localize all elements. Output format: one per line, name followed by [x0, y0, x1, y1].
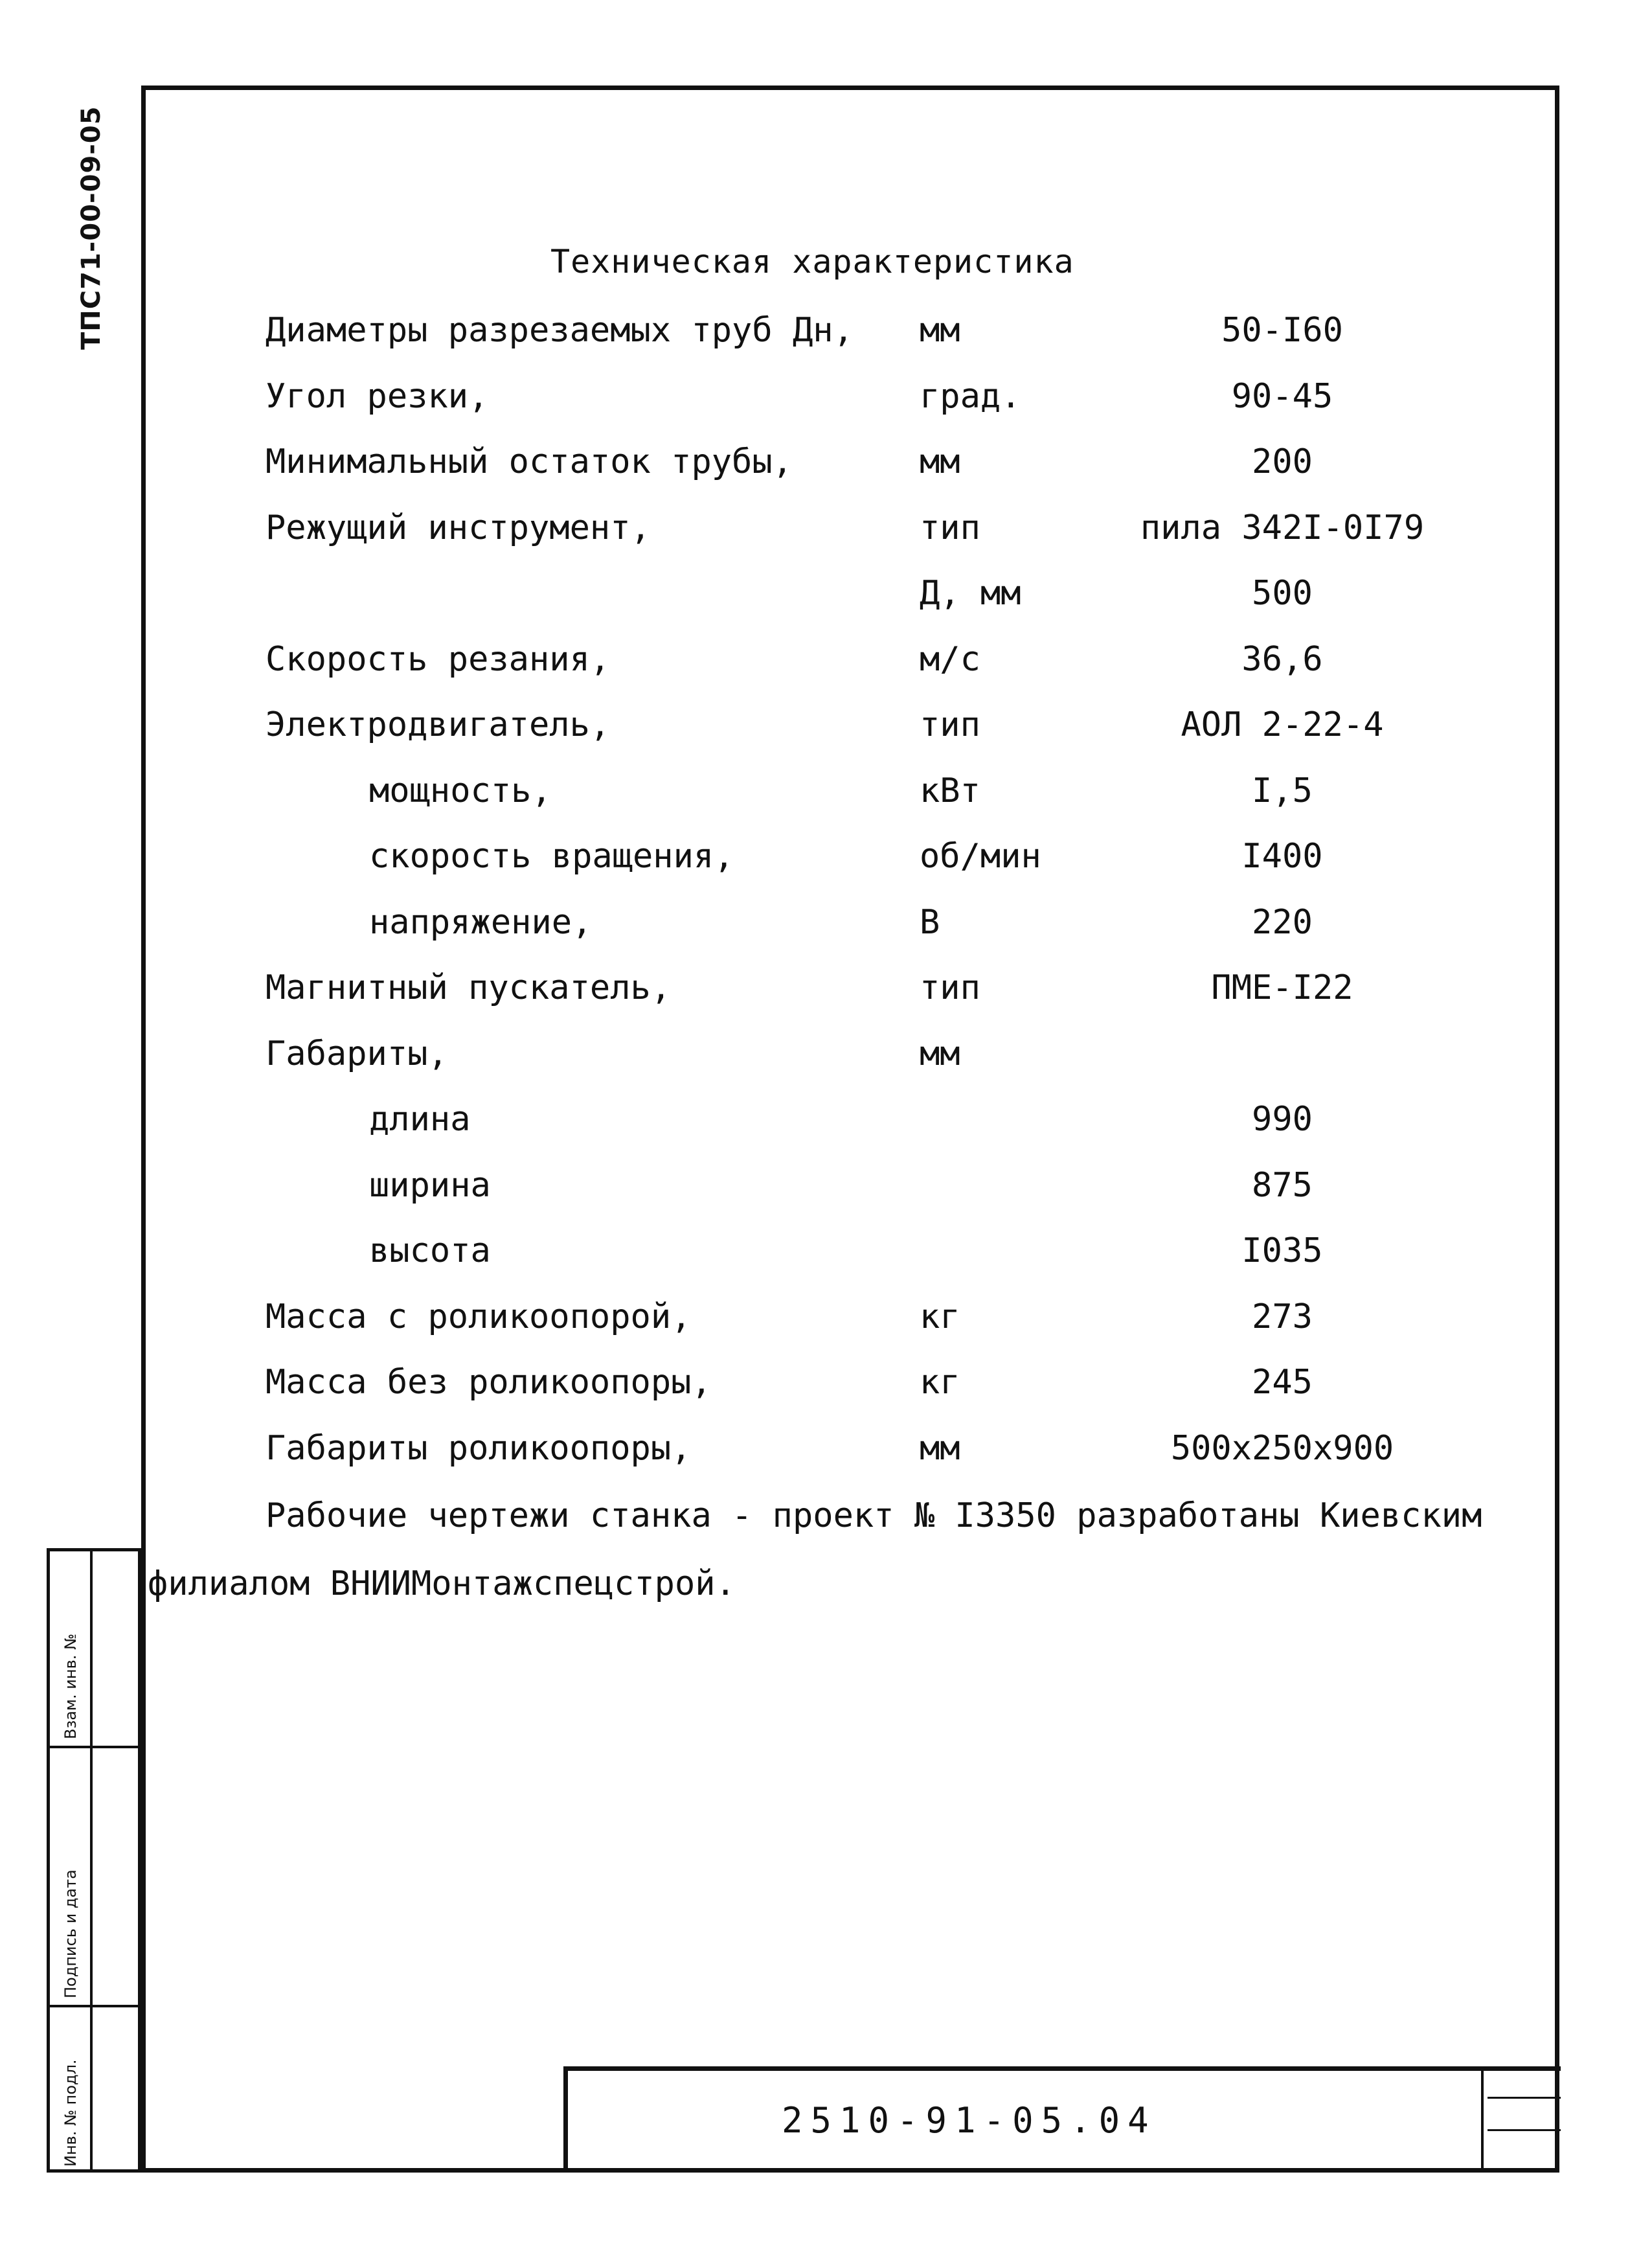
stamp-column-divider	[90, 1551, 93, 2169]
spec-unit: мм	[920, 1429, 960, 1468]
spec-name: Диаметры разрезаемых труб Дн,	[266, 311, 854, 350]
spec-row	[0, 377, 1652, 429]
spec-value: 273	[1252, 1297, 1313, 1336]
spec-row	[0, 574, 1652, 626]
spec-value: I400	[1241, 837, 1323, 876]
spec-row	[0, 508, 1652, 560]
note-line-2: филиалом ВНИИМонтажспецстрой.	[148, 1564, 736, 1603]
spec-row	[0, 837, 1652, 889]
spec-value: 500	[1252, 574, 1313, 613]
spec-value: 500x250x900	[1170, 1429, 1394, 1468]
spec-name: мощность,	[369, 771, 552, 810]
spec-value: 245	[1252, 1363, 1313, 1402]
title-block-line	[1488, 2097, 1561, 2099]
spec-name: ширина	[369, 1166, 491, 1205]
spec-value: 200	[1252, 442, 1313, 481]
note-line-1: Рабочие чертежи станка - проект № I3350 разработаны Киевским	[266, 1496, 1482, 1535]
spec-unit: В	[920, 903, 940, 942]
stamp-divider	[50, 2005, 138, 2007]
spec-value: 36,6	[1241, 640, 1323, 679]
spec-name: Скорость резания,	[266, 640, 611, 679]
spec-value: I,5	[1252, 771, 1313, 810]
title-block-code: 2510-91-05.04	[782, 2100, 1157, 2141]
spec-value: I035	[1241, 1231, 1323, 1270]
spec-name: Электродвигатель,	[266, 705, 611, 744]
spec-value: АОЛ 2-22-4	[1181, 705, 1384, 744]
spec-value: ПМЕ-I22	[1211, 968, 1353, 1007]
spec-unit: мм	[920, 311, 960, 350]
spec-name: Масса без роликоопоры,	[266, 1363, 712, 1402]
spec-row	[0, 1100, 1652, 1152]
spec-value: 220	[1252, 903, 1313, 942]
spec-value: 90-45	[1231, 377, 1333, 416]
spec-row	[0, 1363, 1652, 1415]
spec-value: пила 342I-0I79	[1140, 508, 1425, 547]
spec-unit: тип	[920, 705, 980, 744]
title-block	[563, 2066, 1561, 2173]
vertical-document-code-text: ТПС71-00-09-05	[76, 106, 106, 350]
spec-unit: тип	[920, 968, 980, 1007]
title-block-line	[1488, 2129, 1561, 2131]
spec-row	[0, 771, 1652, 823]
spec-row	[0, 903, 1652, 955]
spec-name: Габариты,	[266, 1034, 448, 1073]
stamp-divider	[50, 1746, 138, 1748]
spec-name: Угол резки,	[266, 377, 489, 416]
spec-name: Минимальный остаток трубы,	[266, 442, 793, 481]
spec-unit: мм	[920, 1034, 960, 1073]
spec-unit: об/мин	[920, 837, 1041, 876]
spec-row	[0, 705, 1652, 757]
spec-row	[0, 1429, 1652, 1481]
spec-row	[0, 968, 1652, 1020]
spec-name: Габариты роликоопоры,	[266, 1429, 692, 1468]
spec-unit: кВт	[920, 771, 980, 810]
spec-row	[0, 1166, 1652, 1218]
spec-row	[0, 640, 1652, 692]
spec-value: 990	[1252, 1100, 1313, 1139]
spec-unit: Д, мм	[920, 574, 1021, 613]
spec-unit: град.	[920, 377, 1021, 416]
spec-name: скорость вращения,	[369, 837, 734, 876]
spec-row	[0, 1297, 1652, 1349]
spec-row	[0, 1231, 1652, 1283]
spec-row	[0, 311, 1652, 363]
title-block-divider	[1481, 2071, 1484, 2173]
spec-value: 50-I60	[1221, 311, 1343, 350]
spec-unit: тип	[920, 508, 980, 547]
spec-unit: мм	[920, 442, 960, 481]
spec-row	[0, 1034, 1652, 1086]
spec-name: Магнитный пускатель,	[266, 968, 672, 1007]
spec-name: длина	[369, 1100, 471, 1139]
page-title: Техническая характеристика	[550, 243, 1074, 280]
spec-name: высота	[369, 1231, 491, 1270]
side-stamp: Инв. № подл. Подпись и дата Взам. инв. №	[47, 1548, 141, 2173]
spec-value: 875	[1252, 1166, 1313, 1205]
spec-name: Режущий инструмент,	[266, 508, 651, 547]
spec-unit: м/с	[920, 640, 980, 679]
spec-name: Масса с роликоопорой,	[266, 1297, 692, 1336]
spec-unit: кг	[920, 1297, 960, 1336]
spec-row	[0, 442, 1652, 494]
spec-name: напряжение,	[369, 903, 593, 942]
spec-unit: кг	[920, 1363, 960, 1402]
